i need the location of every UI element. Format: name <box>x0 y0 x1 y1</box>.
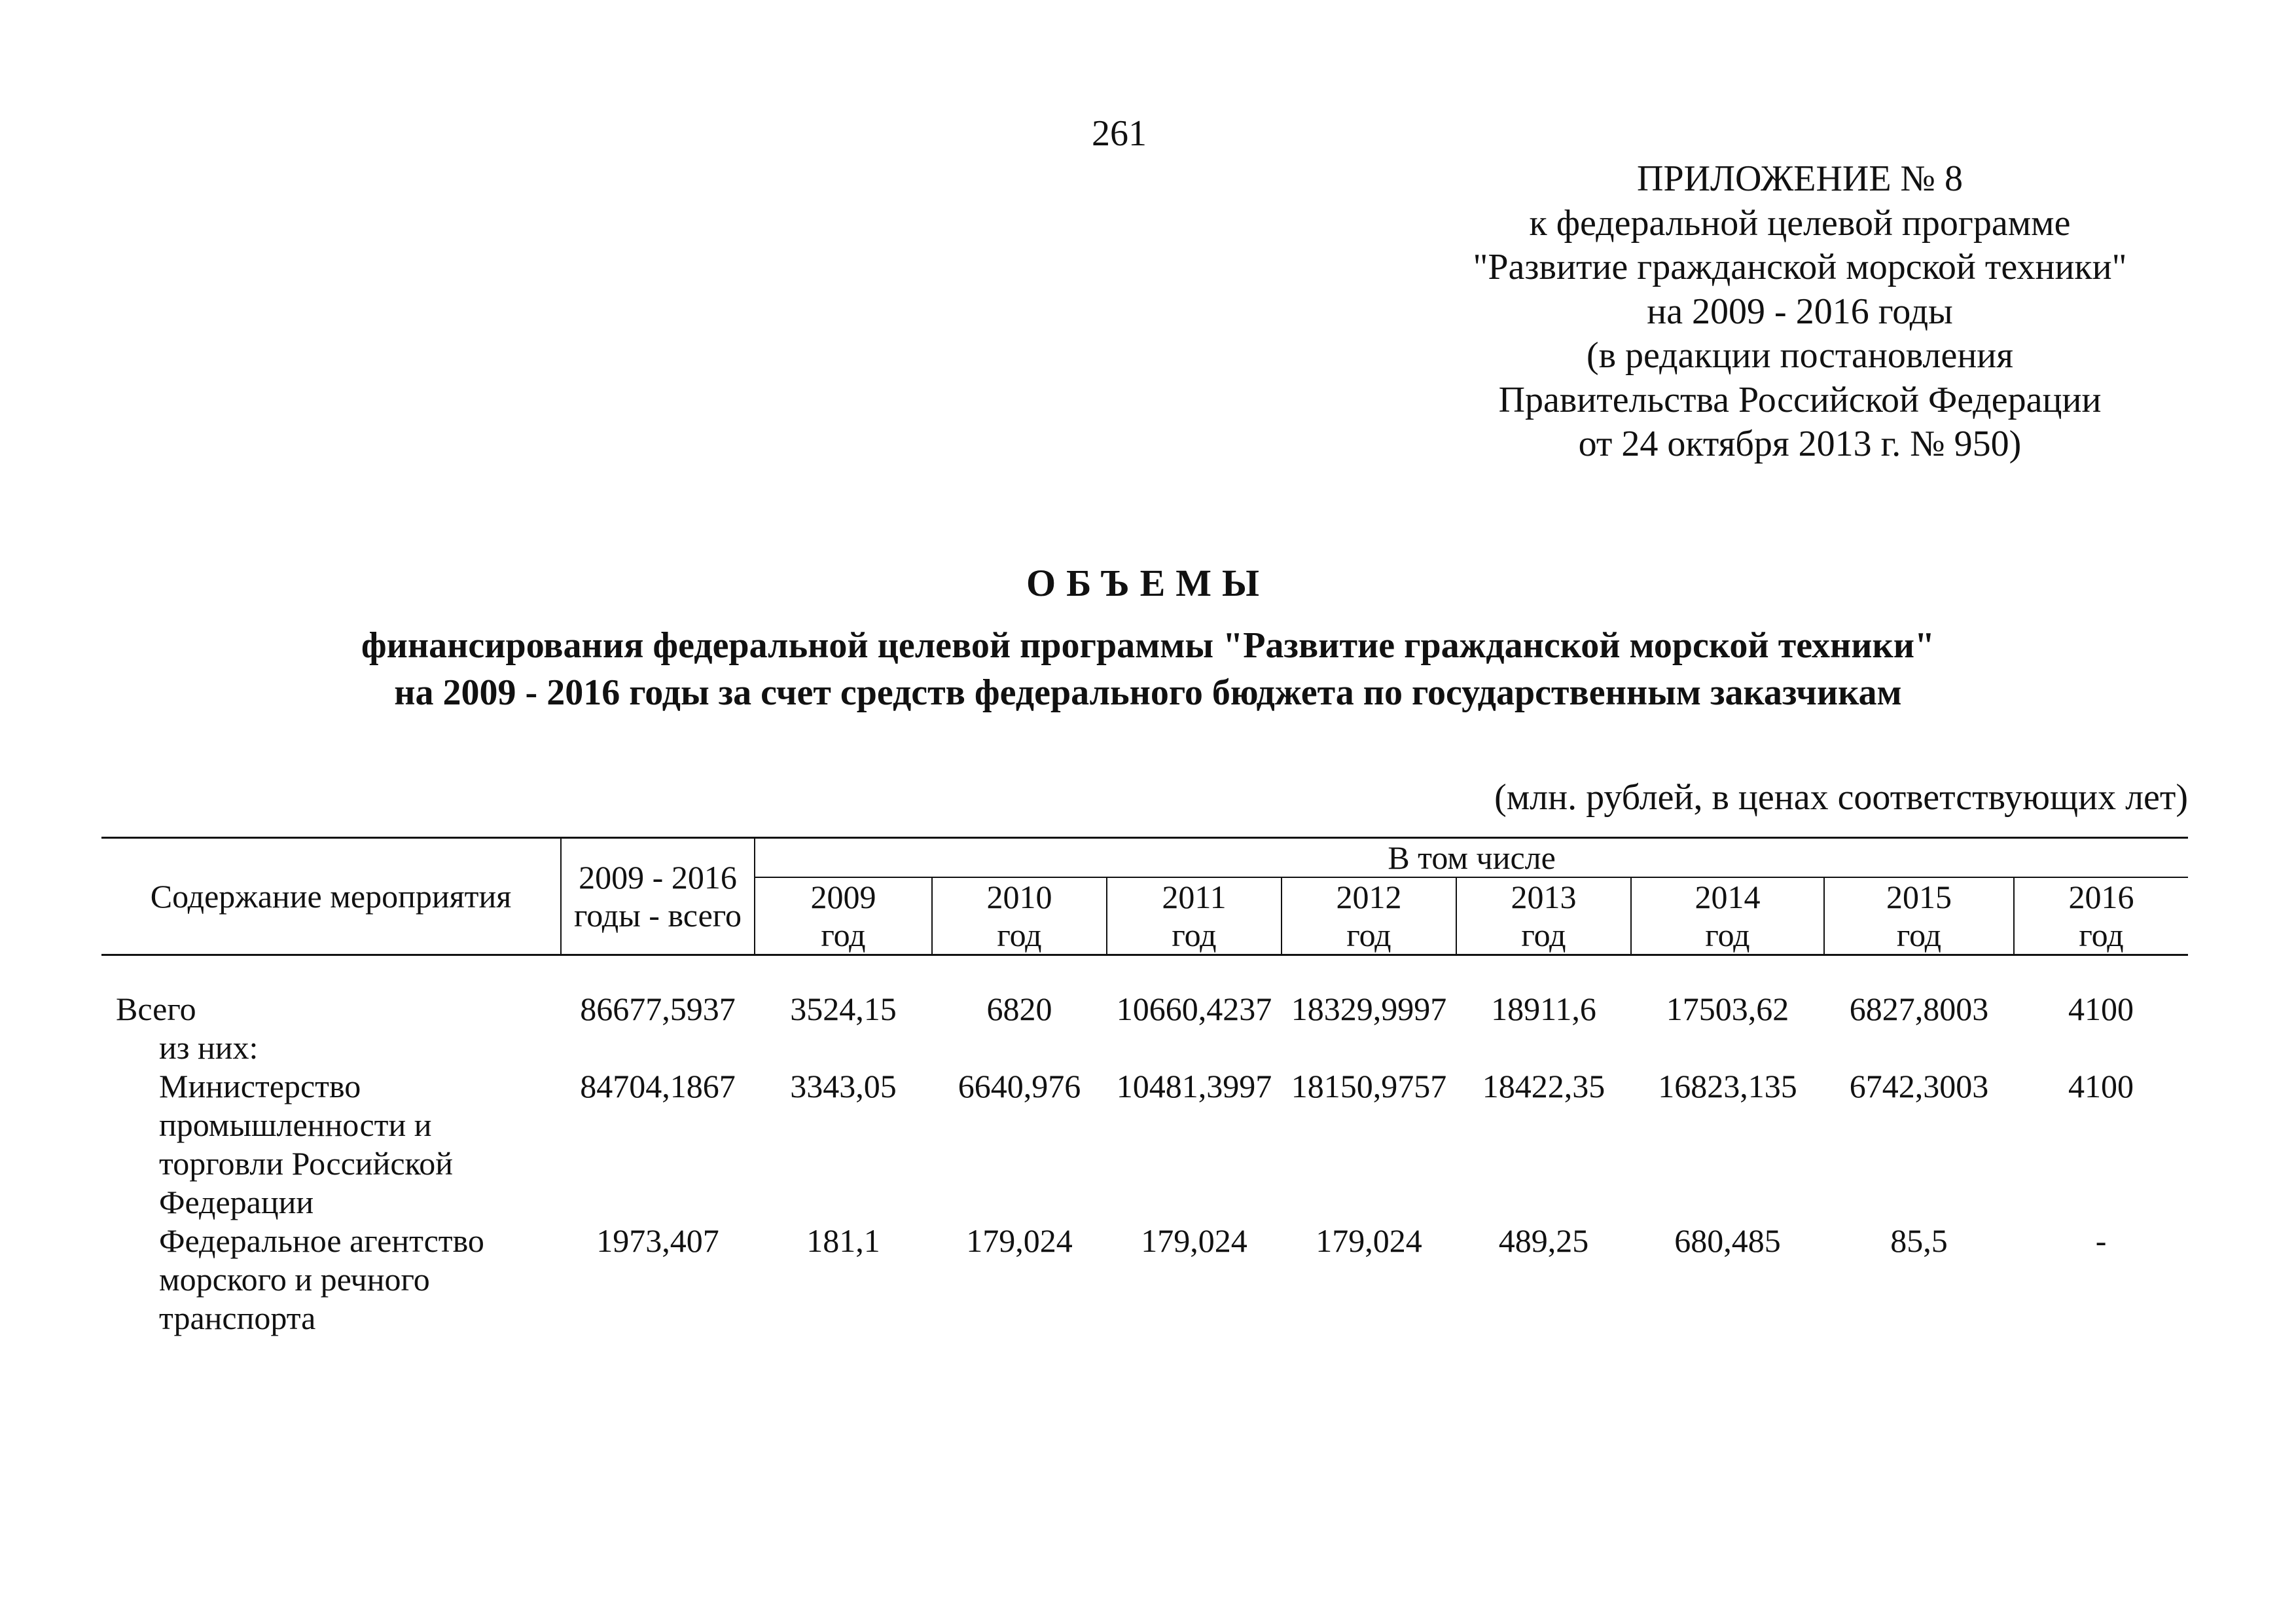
cell-value: 18911,6 <box>1491 991 1596 1027</box>
row-name: Всего <box>116 991 196 1027</box>
cell-total: 1973,407 <box>596 1222 719 1259</box>
subtitle-line: на 2009 - 2016 годы за счет средств федерального бюджета по государственным заказчикам <box>394 672 1902 713</box>
cell-value: 85,5 <box>1890 1222 1948 1259</box>
cell-value: 179,024 <box>966 1222 1073 1259</box>
cell-value: 181,1 <box>806 1222 880 1259</box>
page-number: 261 <box>1092 113 1147 154</box>
cell-value: 6640,976 <box>958 1068 1081 1104</box>
header-year: 2016 год <box>2068 879 2134 953</box>
cell-total: 86677,5937 <box>580 991 736 1027</box>
cell-value: 17503,62 <box>1666 991 1789 1027</box>
row-name: Министерство промышленности и торговли Российской Федерации <box>159 1068 454 1220</box>
cell-value: 10481,3997 <box>1116 1068 1272 1104</box>
table-row <box>101 1067 2188 1222</box>
appendix-line: к федеральной целевой программе <box>1529 202 2071 244</box>
table-row <box>101 1029 2188 1067</box>
cell-value: 16823,135 <box>1658 1068 1797 1104</box>
cell-value: 3524,15 <box>790 991 897 1027</box>
cell-value: 3343,05 <box>790 1068 897 1104</box>
units-note: (млн. рублей, в ценах соответствующих лет) <box>1494 777 2188 818</box>
row-name: из них: <box>159 1029 259 1066</box>
cell-value: 179,024 <box>1141 1222 1247 1259</box>
header-total: 2009 - 2016 годы - всего <box>561 838 755 955</box>
header-year: 2015 год <box>1824 877 2014 955</box>
appendix-header <box>1309 157 2291 467</box>
document-title: ОБЪЕМЫ <box>1026 562 1270 604</box>
cell-value: 6742,3003 <box>1849 1068 1989 1104</box>
appendix-line: Правительства Российской Федерации <box>1498 379 2102 420</box>
cell-value: 680,485 <box>1674 1222 1781 1259</box>
cell-value: 18150,9757 <box>1291 1068 1447 1104</box>
cell-value: 18422,35 <box>1482 1068 1605 1104</box>
cell-total: 84704,1867 <box>580 1068 736 1104</box>
appendix-line: (в редакции постановления <box>1586 335 2014 376</box>
header-year: 2012 год <box>1282 877 1456 955</box>
cell-value: 4100 <box>2068 991 2134 1027</box>
budget-table <box>101 837 2188 1338</box>
cell-value: 6820 <box>986 991 1052 1027</box>
subtitle-line: финансирования федеральной целевой программы "Развитие гражданской морской техники" <box>361 625 1935 666</box>
header-year: 2010 год <box>932 877 1107 955</box>
table-row <box>101 1222 2188 1338</box>
header-year: 2014 год <box>1631 877 1824 955</box>
appendix-line: от 24 октября 2013 г. № 950) <box>1578 424 2022 464</box>
cell-value: 489,25 <box>1498 1222 1589 1259</box>
cell-value: 10660,4237 <box>1116 991 1272 1027</box>
document-subtitle <box>0 622 2296 716</box>
header-year: 2011 год <box>1107 877 1282 955</box>
cell-value: 179,024 <box>1316 1222 1422 1259</box>
header-event: Содержание мероприятия <box>101 838 561 955</box>
header-including: В том числе <box>755 838 2188 878</box>
cell-value: 6827,8003 <box>1849 991 1989 1027</box>
cell-value: 4100 <box>2068 1068 2134 1104</box>
row-name: Федеральное агентство морского и речного транспорта <box>159 1222 484 1336</box>
table-row <box>101 990 2188 1029</box>
header-year: 2013 год <box>1456 877 1631 955</box>
header-year: 2009 год <box>755 877 932 955</box>
appendix-line: ПРИЛОЖЕНИЕ № 8 <box>1637 158 1963 199</box>
cell-value: 18329,9997 <box>1291 991 1447 1027</box>
appendix-line: на 2009 - 2016 годы <box>1647 291 1953 332</box>
appendix-line: "Развитие гражданской морской техники" <box>1473 247 2127 287</box>
cell-value: - <box>2095 1222 2107 1259</box>
